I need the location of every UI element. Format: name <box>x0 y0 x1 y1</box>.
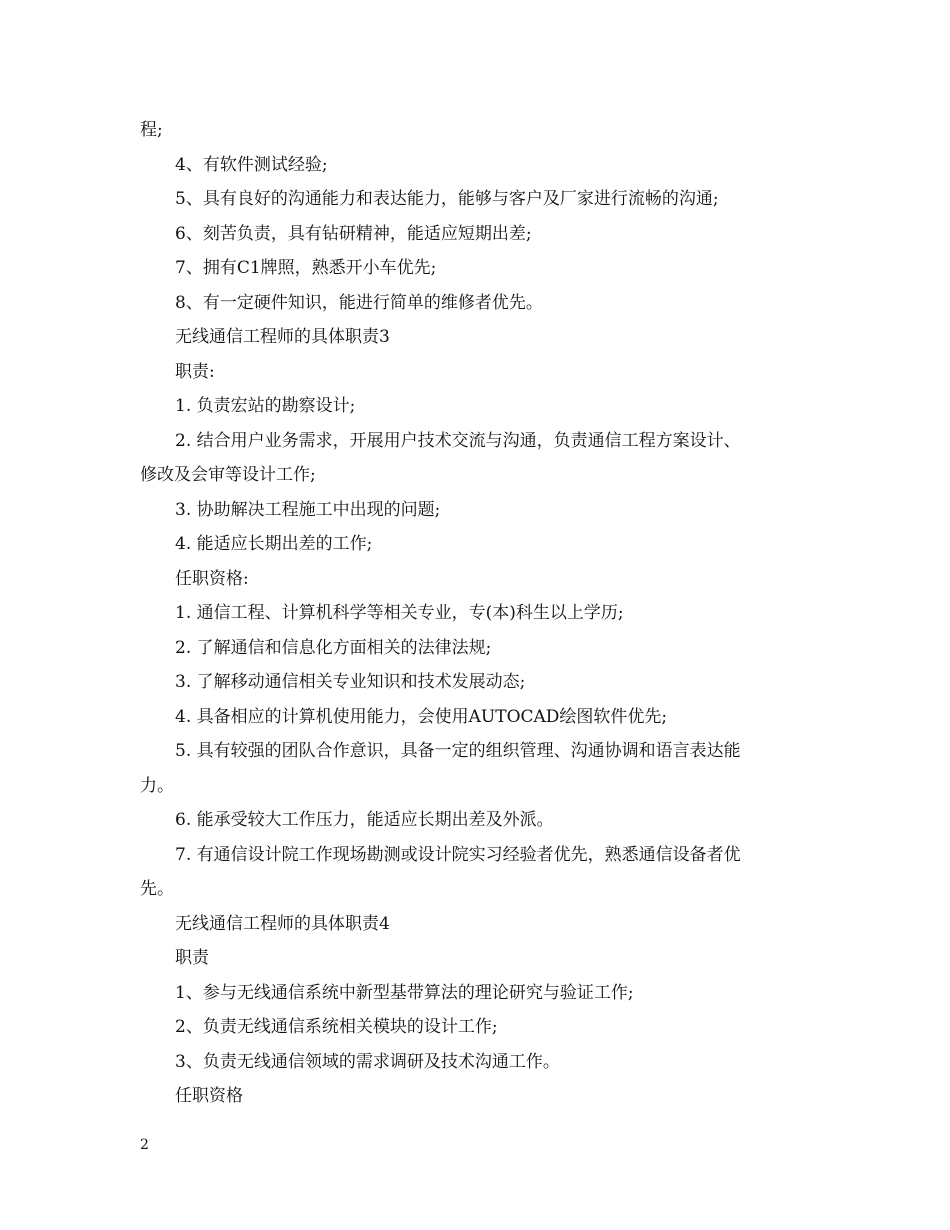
text-line: 修改及会审等设计工作; <box>140 465 316 485</box>
text-line: 力。 <box>140 775 174 796</box>
text-line: 2、负责无线通信系统相关模块的设计工作; <box>175 1017 498 1037</box>
document-body <box>140 116 820 1117</box>
page-number: 2 <box>140 1137 149 1153</box>
text-line: 先。 <box>140 879 174 899</box>
text-line: 1、参与无线通信系统中新型基带算法的理论研究与验证工作; <box>175 982 634 1003</box>
text-line: 1. 负责宏站的勘察设计; <box>175 396 356 416</box>
text-line: 7、拥有C1牌照，熟悉开小车优先; <box>175 258 437 278</box>
text-line: 5. 具有较强的团队合作意识，具备一定的组织管理、沟通协调和语言表达能 <box>175 741 741 761</box>
text-line: 6. 能承受较大工作压力，能适应长期出差及外派。 <box>175 810 554 830</box>
text-line: 程; <box>140 120 163 140</box>
text-line: 4、有软件测试经验; <box>175 154 328 175</box>
subsection-label: 职责 <box>175 948 209 968</box>
text-line: 2. 结合用户业务需求，开展用户技术交流与沟通，负责通信工程方案设计、 <box>175 430 741 451</box>
text-line: 4. 具备相应的计算机使用能力，会使用AUTOCAD绘图软件优先; <box>175 706 668 727</box>
text-line: 4. 能适应长期出差的工作; <box>175 534 373 554</box>
subsection-label: 职责: <box>175 361 215 382</box>
text-line: 6、刻苦负责，具有钻研精神，能适应短期出差; <box>175 223 532 244</box>
text-line: 3. 协助解决工程施工中出现的问题; <box>175 499 441 520</box>
text-line: 5、具有良好的沟通能力和表达能力，能够与客户及厂家进行流畅的沟通; <box>175 189 719 209</box>
subsection-label: 任职资格 <box>175 1086 243 1106</box>
text-line: 2. 了解通信和信息化方面相关的法律法规; <box>175 637 492 658</box>
text-line: 3、负责无线通信领域的需求调研及技术沟通工作。 <box>175 1051 560 1072</box>
text-line: 3. 了解移动通信相关专业知识和技术发展动态; <box>175 672 526 692</box>
section-heading: 无线通信工程师的具体职责3 <box>175 327 390 347</box>
subsection-label: 任职资格: <box>175 568 249 589</box>
text-line: 7. 有通信设计院工作现场勘测或设计院实习经验者优先，熟悉通信设备者优 <box>175 844 741 865</box>
section-heading: 无线通信工程师的具体职责4 <box>175 913 390 934</box>
text-line: 1. 通信工程、计算机科学等相关专业，专(本)科生以上学历; <box>175 603 624 623</box>
text-line: 8、有一定硬件知识，能进行简单的维修者优先。 <box>175 292 543 313</box>
